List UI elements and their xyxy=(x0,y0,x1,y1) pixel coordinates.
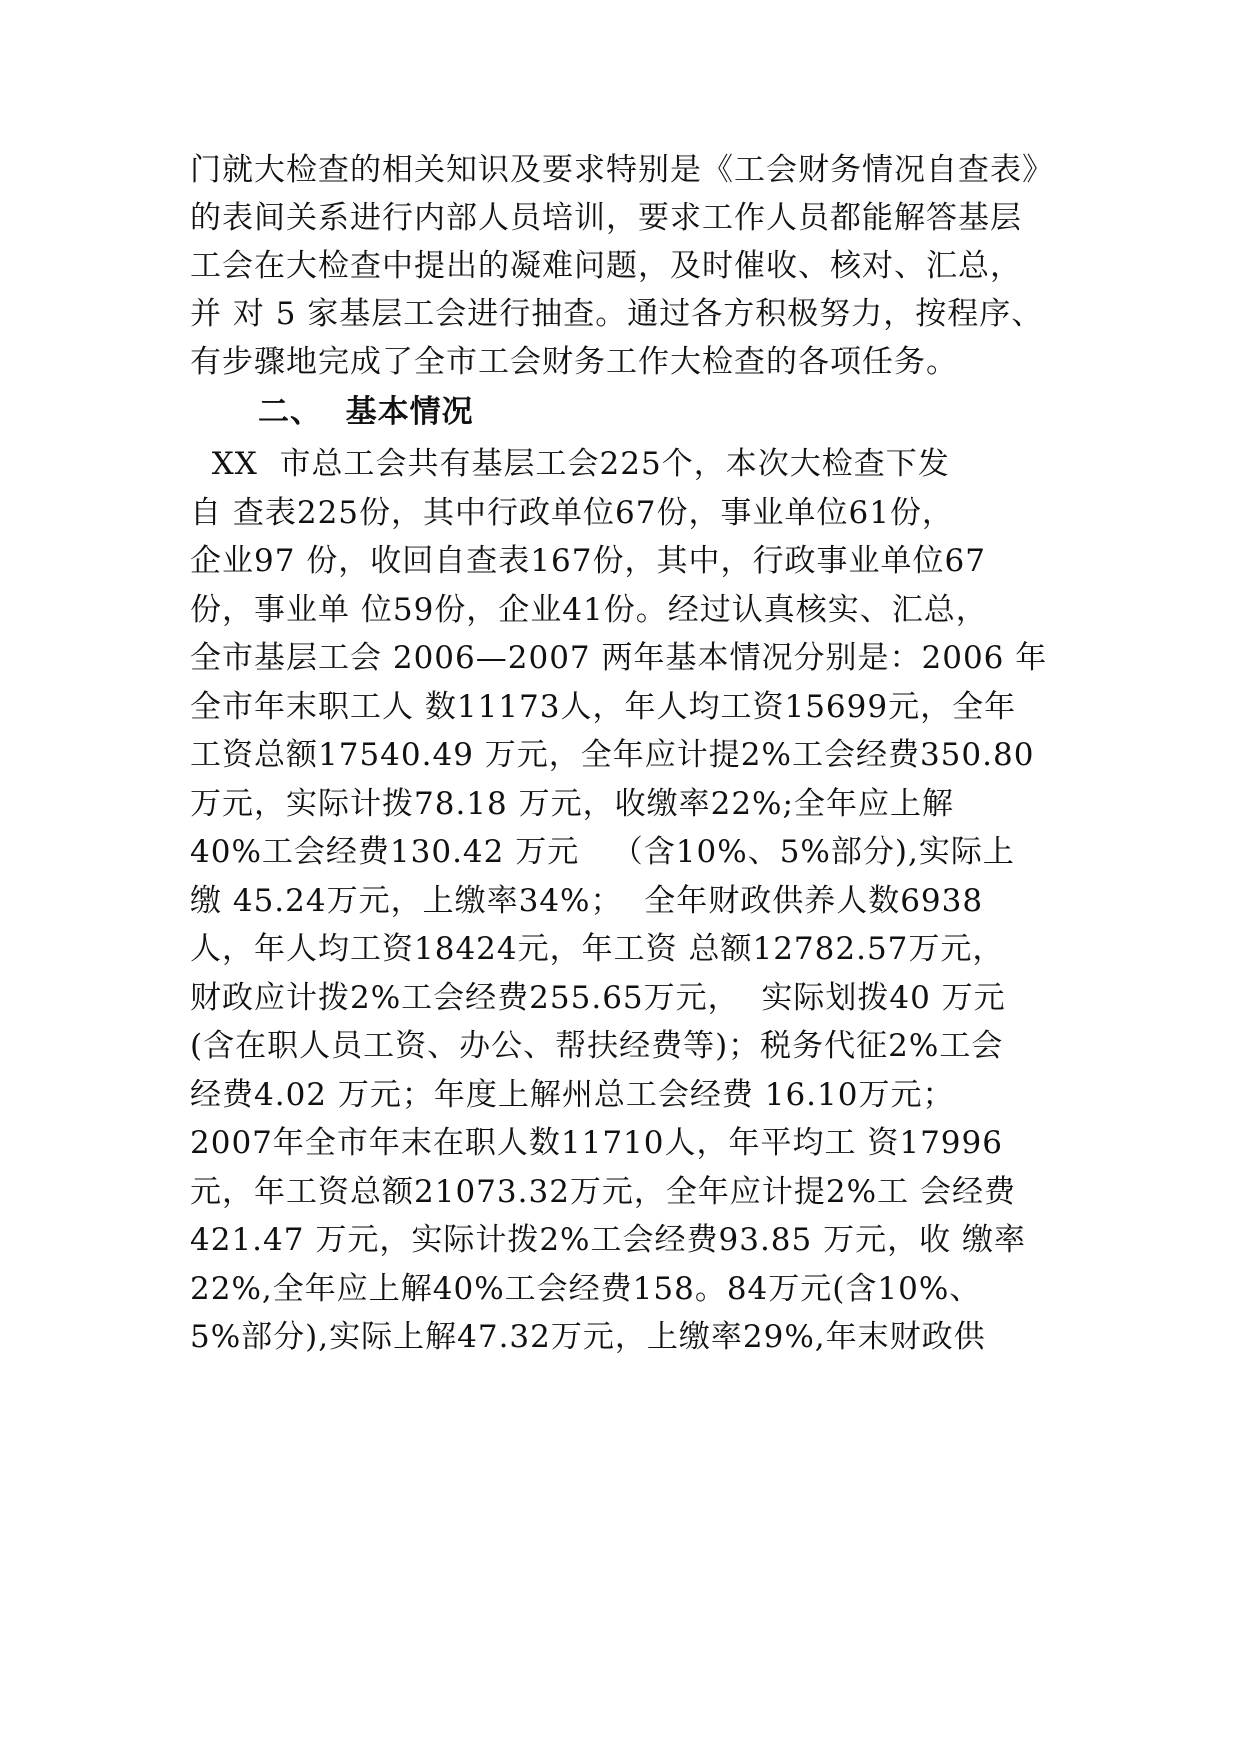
text-line: (含在职人员工资、办公、帮扶经费等)；税务代征2%工会 xyxy=(190,1028,1004,1064)
text-line: 2007年全市年末在职人数11710人，年平均工 资17996 xyxy=(190,1125,1003,1161)
text-line: 财政应计拨2%工会经费255.65万元， 实际划拨40 万元 xyxy=(190,980,1006,1016)
text-line: 元，年工资总额21073.32万元，全年应计提2%工 会经费 xyxy=(190,1174,1016,1210)
text-line: 份，事业单 位59份，企业41份。经过认真核实、汇总， xyxy=(190,592,988,628)
text-line: 5%部分),实际上解47.32万元，上缴率29%,年末财政供 xyxy=(190,1319,986,1355)
text-line: 全市年末职工人 数11173人，年人均工资15699元，全年 xyxy=(190,689,1017,725)
text-line: 门就大检查的相关知识及要求特别是《工会财务情况自查表》 xyxy=(190,152,1054,188)
text-line: 的表间关系进行内部人员培训，要求工作人员都能解答基层 xyxy=(190,200,1022,236)
text-line: 企业97 份，收回自查表167份，其中，行政事业单位67 xyxy=(190,543,986,579)
text-line: 并 对 5 家基层工会进行抽查。通过各方积极努力，按程序、 xyxy=(190,296,1044,332)
section-heading: 二、 基本情况 xyxy=(258,394,474,430)
text-line: 工会在大检查中提出的凝难问题，及时催收、核对、汇总， xyxy=(190,248,1022,284)
text-line: 22%,全年应上解40%工会经费158。84万元(含10%、 xyxy=(190,1271,982,1307)
text-line: 万元，实际计拨78.18 万元，收缴率22%;全年应上解 xyxy=(190,786,954,822)
text-line: 人，年人均工资18424元，年工资 总额12782.57万元， xyxy=(190,931,1005,967)
text-line: 缴 45.24万元，上缴率34%； 全年财政供养人数6938 xyxy=(190,883,984,919)
text-line: XX 市总工会共有基层工会225个，本次大检查下发 xyxy=(190,446,950,482)
text-line: 经费4.02 万元；年度上解州总工会经费 16.10万元； xyxy=(190,1077,955,1113)
text-line: 421.47 万元，实际计拨2%工会经费93.85 万元，收 缴率 xyxy=(190,1222,1026,1258)
text-line: 工资总额17540.49 万元，全年应计提2%工会经费350.80 xyxy=(190,737,1035,773)
text-line: 有步骤地完成了全市工会财务工作大检查的各项任务。 xyxy=(190,344,958,380)
text-line: 40%工会经费130.42 万元 （含10%、5%部分),实际上 xyxy=(190,834,1015,870)
text-line: 全市基层工会 2006—2007 两年基本情况分别是：2006 年 xyxy=(190,640,1048,676)
text-line: 自 查表225份，其中行政单位67份，事业单位61份， xyxy=(190,495,954,531)
